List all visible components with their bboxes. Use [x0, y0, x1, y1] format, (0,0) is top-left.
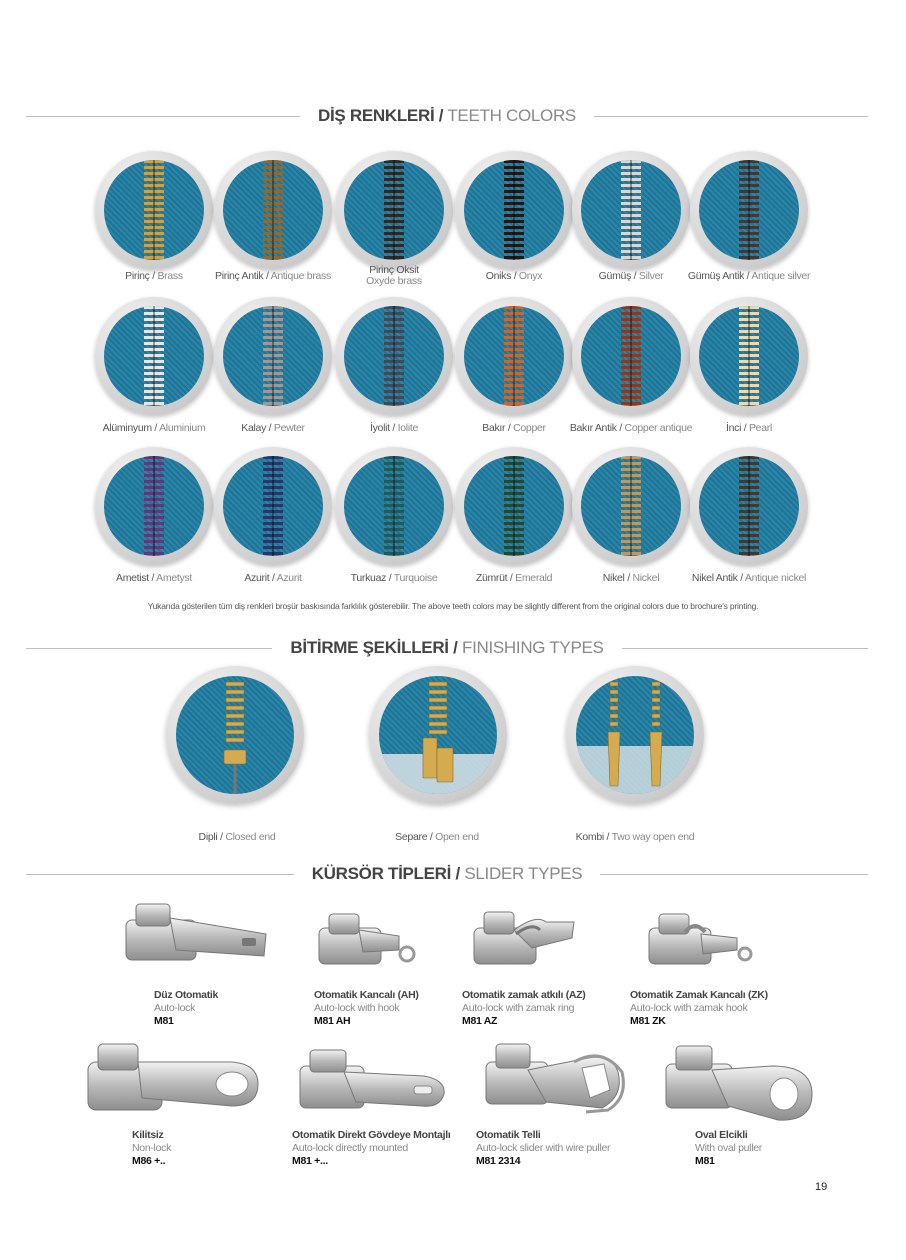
divider — [26, 648, 272, 649]
teeth-color-label: Bakır Antik / Copper antique — [569, 422, 693, 434]
teeth-color-label: Turkuaz / Turquoise — [350, 572, 438, 584]
slider-label-m81-az: Otomatik zamak atkılı (AZ) Auto-lock with zamak ring M81 AZ — [462, 989, 586, 1027]
slider-m81-direct-image — [296, 1046, 451, 1118]
teeth-color-label: Gümüş Antik / Antique silver — [687, 270, 811, 282]
finish-label-closed-end: Dipli / Closed end — [198, 831, 276, 843]
teeth-color-swatch — [214, 151, 332, 269]
teeth-color-label: Zümrüt / Emerald — [475, 572, 553, 584]
teeth-color-swatch — [572, 151, 690, 269]
slider-label-m81-direct: Otomatik Direkt Gövdeye Montajlı Auto-lock directly mounted M81 +... — [292, 1129, 451, 1167]
finish-two-way-open-end-image — [566, 666, 704, 804]
slider-label-m86: Kilitsiz Non-lock M86 +.. — [132, 1129, 172, 1167]
teeth-color-label: Ametist / Ametyst — [115, 572, 193, 584]
teeth-color-swatch — [335, 297, 453, 415]
color-disclaimer: Yukarıda gösterilen tüm diş renkleri broşür baskısında farklılık gösterebilir. The above teeth colors may be slightly different from the original colors due to brochure's printing. — [147, 601, 759, 611]
teeth-color-label: Nikel / Nickel — [602, 572, 660, 584]
teeth-color-swatch — [214, 447, 332, 565]
teeth-color-swatch — [335, 447, 453, 565]
teeth-color-label: Pirinç Antik / Antique brass — [215, 270, 331, 282]
teeth-colors-heading — [0, 106, 906, 126]
slider-label-m81-ah: Otomatik Kancalı (AH) Auto-lock with hook M81 AH — [314, 989, 419, 1027]
teeth-color-swatch — [214, 297, 332, 415]
teeth-color-label: Kalay / Pewter — [241, 422, 305, 434]
teeth-color-swatch — [95, 447, 213, 565]
finish-open-end-image — [369, 666, 507, 804]
slider-m81-2314-image — [482, 1038, 632, 1124]
divider — [600, 874, 868, 875]
teeth-color-label: Gümüş / Silver — [598, 270, 664, 282]
slider-m81-image — [120, 900, 270, 972]
teeth-color-swatch — [95, 297, 213, 415]
teeth-color-swatch — [455, 447, 573, 565]
finish-label-open-end: Separe / Open end — [395, 831, 479, 843]
finishing-types-heading — [0, 638, 906, 658]
divider — [26, 874, 294, 875]
teeth-color-label: Nikel Antik / Antique nickel — [691, 572, 807, 584]
teeth-color-swatch — [455, 297, 573, 415]
teeth-color-label: Pirinç / Brass — [125, 270, 183, 282]
section-title: DİŞ RENKLERİ / TEETH COLORS — [318, 106, 576, 125]
teeth-color-swatch — [455, 151, 573, 269]
slider-label-m81: Düz Otomatik Auto-lock M81 — [154, 989, 219, 1027]
slider-m86-image — [82, 1040, 264, 1120]
teeth-color-swatch — [572, 447, 690, 565]
divider — [622, 648, 868, 649]
teeth-color-label: İnci / Pearl — [725, 422, 772, 434]
divider — [594, 116, 868, 117]
teeth-color-swatch — [335, 151, 453, 269]
slider-m81-az-image — [470, 908, 580, 970]
finish-closed-end-image — [166, 666, 304, 804]
section-title: BİTİRME ŞEKİLLERİ / FINISHING TYPES — [290, 638, 604, 657]
slider-types-heading — [0, 864, 906, 884]
teeth-color-swatch — [690, 447, 808, 565]
teeth-color-swatch — [690, 151, 808, 269]
teeth-color-swatch — [572, 297, 690, 415]
slider-m81-zk-image — [645, 910, 755, 970]
teeth-color-label: Pirinç Oksit Oxyde brass — [366, 264, 422, 287]
page-number: 19 — [815, 1181, 828, 1193]
teeth-color-label: Bakır / Copper — [482, 422, 546, 434]
teeth-color-label: Oniks / Onyx — [485, 270, 543, 282]
slider-m81-oval-image — [662, 1042, 820, 1126]
teeth-color-label: İyolit / Iolite — [369, 422, 419, 434]
slider-label-m81-oval: Oval Elcikli With oval puller M81 — [695, 1129, 762, 1167]
slider-m81-ah-image — [315, 910, 425, 970]
section-title: KÜRSÖR TİPLERİ / SLIDER TYPES — [311, 864, 583, 883]
slider-label-m81-2314: Otomatik Telli Auto-lock slider with wire puller M81 2314 — [476, 1129, 611, 1167]
slider-label-m81-zk: Otomatik Zamak Kancalı (ZK) Auto-lock with zamak hook M81 ZK — [630, 989, 768, 1027]
teeth-color-swatch — [95, 151, 213, 269]
teeth-color-label: Alüminyum / Aluminium — [102, 422, 206, 434]
teeth-color-label: Azurit / Azurit — [244, 572, 302, 584]
divider — [26, 116, 300, 117]
finish-label-two-way-open-end: Kombi / Two way open end — [575, 831, 695, 843]
teeth-color-swatch — [690, 297, 808, 415]
